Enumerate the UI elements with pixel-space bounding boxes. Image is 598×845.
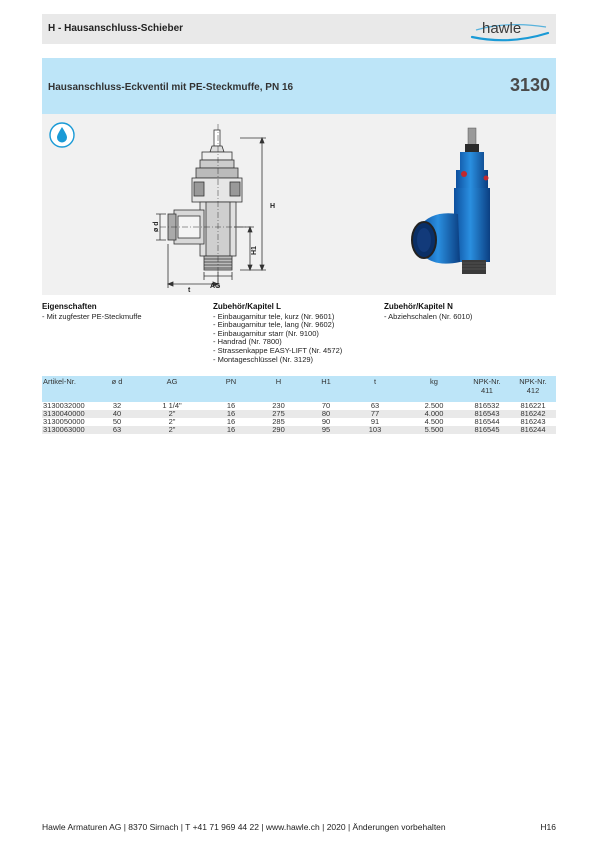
- accessories-l-column: [213, 303, 378, 364]
- table-cell: 3130032000: [43, 401, 85, 410]
- accessory-item: - Strassenkappe EASY-LIFT (Nr. 4572): [213, 347, 378, 356]
- accessories-n-column: [384, 303, 549, 321]
- column-header: NPK-Nr. 411: [473, 377, 501, 395]
- table-cell: 16: [226, 401, 236, 410]
- table-cell: 816543: [474, 409, 500, 418]
- dim-label-H1: H1: [251, 246, 258, 255]
- logo-text: hawle: [482, 20, 522, 37]
- table-cell: 2": [168, 417, 176, 426]
- table-cell: 16: [226, 417, 236, 426]
- product-photo: [402, 122, 502, 290]
- column-header: NPK-Nr. 412: [519, 377, 547, 395]
- table-cell: 16: [226, 425, 236, 434]
- table-cell: 40: [112, 409, 122, 418]
- table-cell: 285: [272, 417, 285, 426]
- page-number: H16: [540, 822, 556, 832]
- dim-label-H: H: [270, 203, 276, 210]
- table-cell: 3130050000: [43, 417, 85, 426]
- table-cell: 2.500: [424, 401, 444, 410]
- section-header-bar: [42, 14, 556, 44]
- table-cell: 816544: [474, 417, 500, 426]
- table-cell: 77: [370, 409, 380, 418]
- table-cell: 50: [112, 417, 122, 426]
- properties-column: [42, 303, 207, 321]
- table-cell: 70: [321, 401, 331, 410]
- table-cell: 816243: [520, 417, 546, 426]
- table-cell: 95: [321, 425, 331, 434]
- article-table: [42, 376, 556, 434]
- table-cell: 275: [272, 409, 285, 418]
- table-cell: 290: [272, 425, 285, 434]
- table-cell: 4.500: [424, 417, 444, 426]
- table-cell: 32: [112, 401, 122, 410]
- accessories-l-heading: Zubehör/Kapitel L: [213, 302, 281, 311]
- section-title: H - Hausanschluss-Schieber: [48, 23, 184, 34]
- product-number: 3130: [509, 75, 550, 95]
- table-cell: 1 1/4": [162, 401, 182, 410]
- product-image-panel: [42, 114, 556, 295]
- table-cell: 2": [168, 425, 176, 434]
- properties-heading: Eigenschaften: [42, 302, 97, 311]
- column-header: ø d: [111, 377, 123, 386]
- table-cell: 816221: [520, 401, 546, 410]
- footer-text: Hawle Armaturen AG | 8370 Sirnach | T +41 71 969 44 22 | www.hawle.ch | 2020 | Änderungen vorbehalten: [42, 822, 446, 832]
- properties-item: - Mit zugfester PE-Steckmuffe: [42, 313, 207, 322]
- accessory-item: - Abziehschalen (Nr. 6010): [384, 313, 549, 322]
- table-cell: 3130040000: [43, 409, 85, 418]
- water-drop-icon: [49, 122, 75, 148]
- table-cell: 816545: [474, 425, 500, 434]
- table-cell: 230: [272, 401, 285, 410]
- column-header: AG: [166, 377, 178, 386]
- table-cell: 91: [370, 417, 380, 426]
- table-cell: 816244: [520, 425, 546, 434]
- accessory-item: - Einbaugarnitur starr (Nr. 9100): [213, 330, 378, 339]
- table-cell: 2": [168, 409, 176, 418]
- table-cell: 80: [321, 409, 331, 418]
- column-header: H1: [321, 377, 331, 386]
- table-body: [42, 402, 556, 434]
- accessory-item: - Handrad (Nr. 7800): [213, 338, 378, 347]
- dim-label-AG: AG: [210, 283, 221, 290]
- table-cell: 63: [370, 401, 380, 410]
- dim-label-t: t: [188, 287, 191, 294]
- accessory-item: - Einbaugarnitur tele, lang (Nr. 9602): [213, 321, 378, 330]
- accessory-item: - Einbaugarnitur tele, kurz (Nr. 9601): [213, 313, 378, 322]
- table-cell: 4.000: [424, 409, 444, 418]
- accessories-n-heading: Zubehör/Kapitel N: [384, 302, 453, 311]
- table-row: [42, 426, 556, 434]
- product-title: Hausanschluss-Eckventil mit PE-Steckmuffe, PN 16: [48, 82, 294, 93]
- column-header: t: [373, 377, 377, 386]
- table-cell: 16: [226, 409, 236, 418]
- table-cell: 816532: [474, 401, 500, 410]
- technical-drawing: [130, 122, 300, 294]
- accessory-item: - Montageschlüssel (Nr. 3129): [213, 356, 378, 365]
- column-header: Artikel-Nr.: [43, 377, 76, 386]
- table-cell: 90: [321, 417, 331, 426]
- table-cell: 103: [368, 425, 382, 434]
- product-title-bar: [42, 58, 556, 114]
- column-header: H: [275, 377, 282, 386]
- hawle-logo: [468, 16, 552, 42]
- table-cell: 816242: [520, 409, 546, 418]
- column-header: kg: [430, 377, 438, 386]
- table-cell: 3130063000: [43, 425, 85, 434]
- table-header: [42, 376, 556, 402]
- table-cell: 5.500: [424, 425, 444, 434]
- dim-label-od: ø d: [153, 221, 160, 232]
- table-cell: 63: [112, 425, 122, 434]
- column-header: PN: [225, 377, 237, 386]
